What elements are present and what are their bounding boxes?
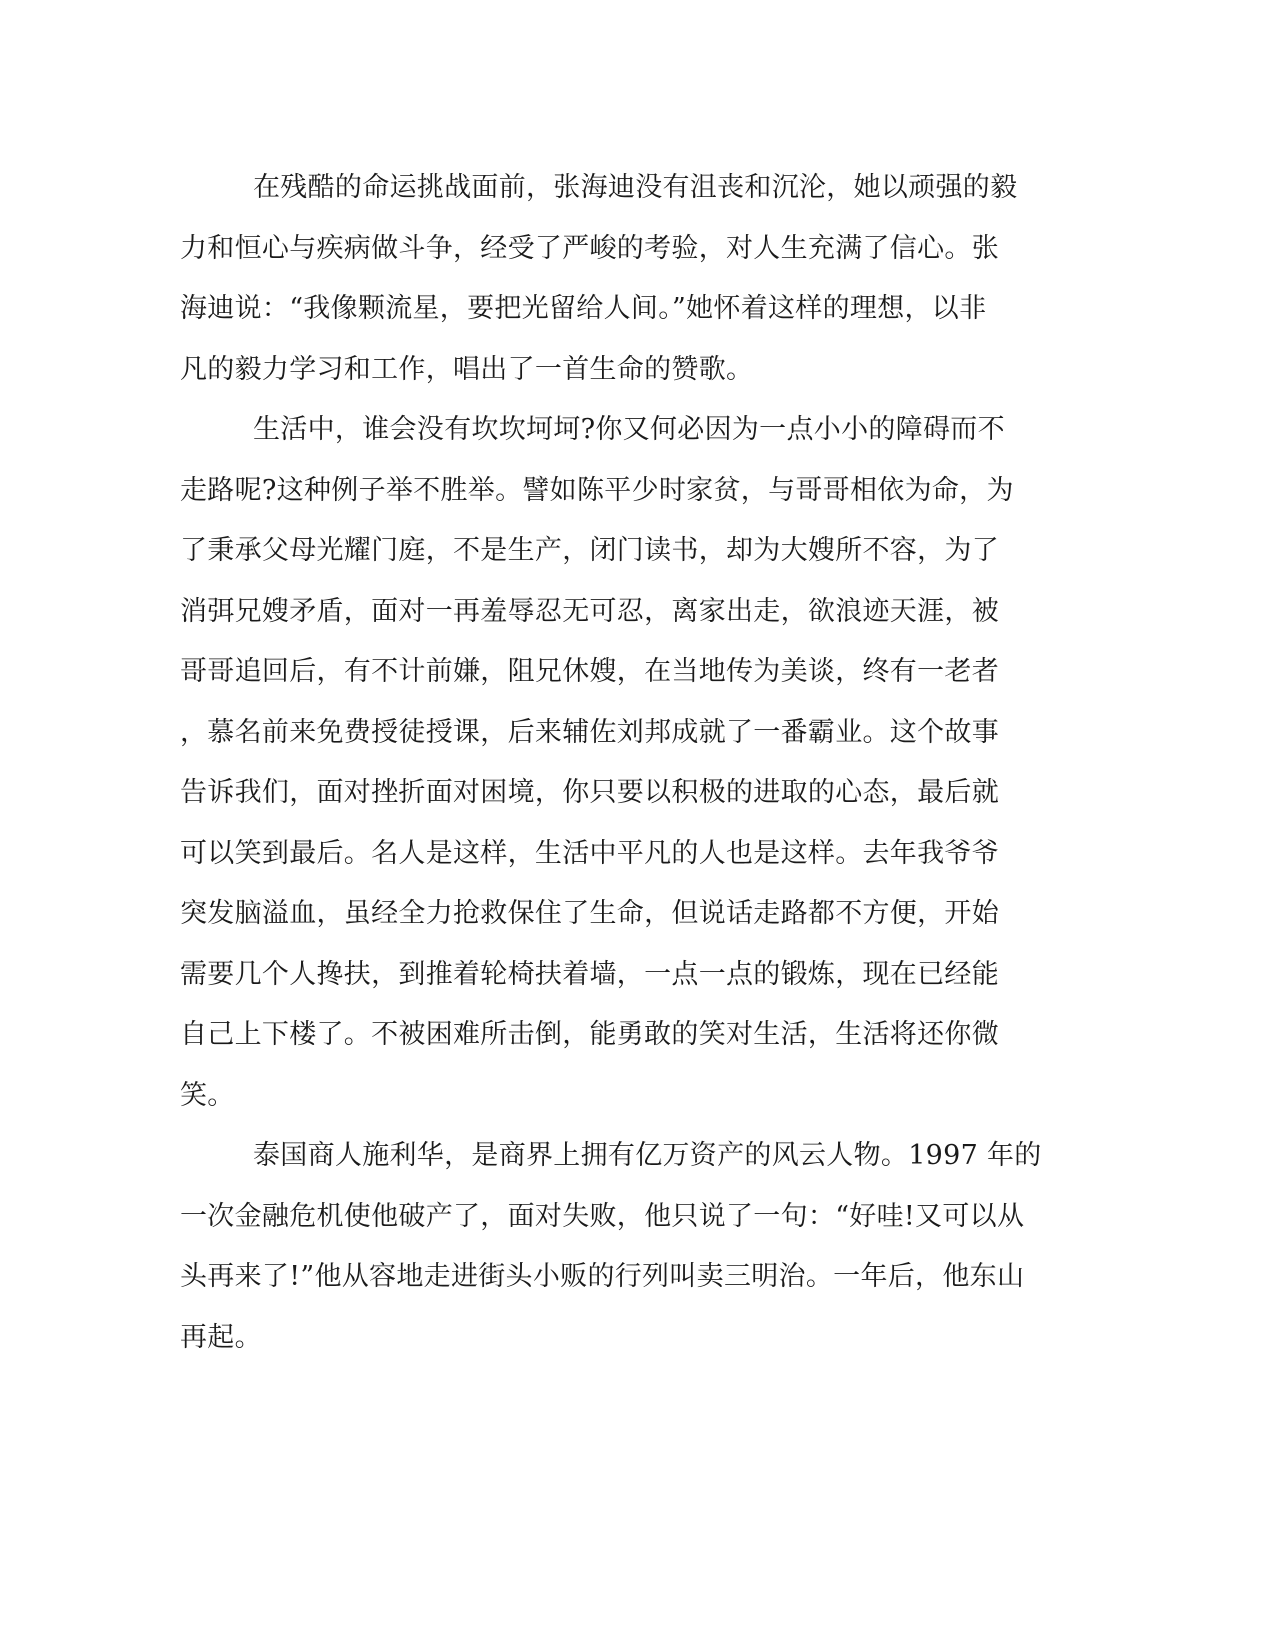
- text-line: 了秉承父母光耀门庭，不是生产，闭门读书，却为大嫂所不容，为了: [180, 535, 999, 566]
- paragraph-zhang-haidi: [180, 158, 1030, 400]
- text-line: 可以笑到最后。名人是这样，生活中平凡的人也是这样。去年我爷爷: [180, 837, 999, 869]
- text-line: 泰国商人施利华，是商界上拥有亿万资产的风云人物。1997 年的: [253, 1140, 1042, 1171]
- text-line: 走路呢?这种例子举不胜举。譬如陈平少时家贫，与哥哥相依为命，为: [180, 474, 1014, 506]
- text-line: 在残酷的命运挑战面前，张海迪没有沮丧和沉沦，她以顽强的毅: [253, 172, 1018, 203]
- text-line: 头再来了!”他从容地走进街头小贩的行列叫卖三明治。一年后，他东山: [180, 1261, 1025, 1292]
- text-line: 再起。: [180, 1321, 262, 1353]
- paragraph-chen-ping: [180, 400, 1030, 1126]
- text-line: 笑。: [180, 1079, 235, 1111]
- text-line: ，慕名前来免费授徒授课，后来辅佐刘邦成就了一番霸业。这个故事: [180, 716, 999, 748]
- paragraph-sirivat: [180, 1126, 1042, 1368]
- text-line: 哥哥追回后，有不计前嫌，阻兄休嫂，在当地传为美谈，终有一老者: [180, 656, 999, 687]
- text-line: 一次金融危机使他破产了，面对失败，他只说了一句：“好哇!又可以从: [180, 1200, 1025, 1232]
- text-line: 生活中，谁会没有坎坎坷坷?你又何必因为一点小小的障碍而不: [253, 414, 1005, 445]
- text-line: 告诉我们，面对挫折面对困境，你只要以积极的进取的心态，最后就: [180, 777, 999, 808]
- text-line: 突发脑溢血，虽经全力抢救保住了生命，但说话走路都不方便，开始: [180, 898, 999, 929]
- text-line: 海迪说：“我像颗流星，要把光留给人间。”她怀着这样的理想，以非: [180, 293, 987, 324]
- text-line: 凡的毅力学习和工作，唱出了一首生命的赞歌。: [180, 353, 754, 385]
- text-line: 力和恒心与疾病做斗争，经受了严峻的考验，对人生充满了信心。张: [180, 232, 999, 264]
- text-line: 需要几个人搀扶，到推着轮椅扶着墙，一点一点的锻炼，现在已经能: [180, 958, 999, 990]
- text-line: 自己上下楼了。不被困难所击倒，能勇敢的笑对生活，生活将还你微: [180, 1019, 999, 1050]
- body-text: [180, 158, 1042, 1368]
- text-line: 消弭兄嫂矛盾，面对一再羞辱忍无可忍，离家出走，欲浪迹天涯，被: [180, 595, 999, 627]
